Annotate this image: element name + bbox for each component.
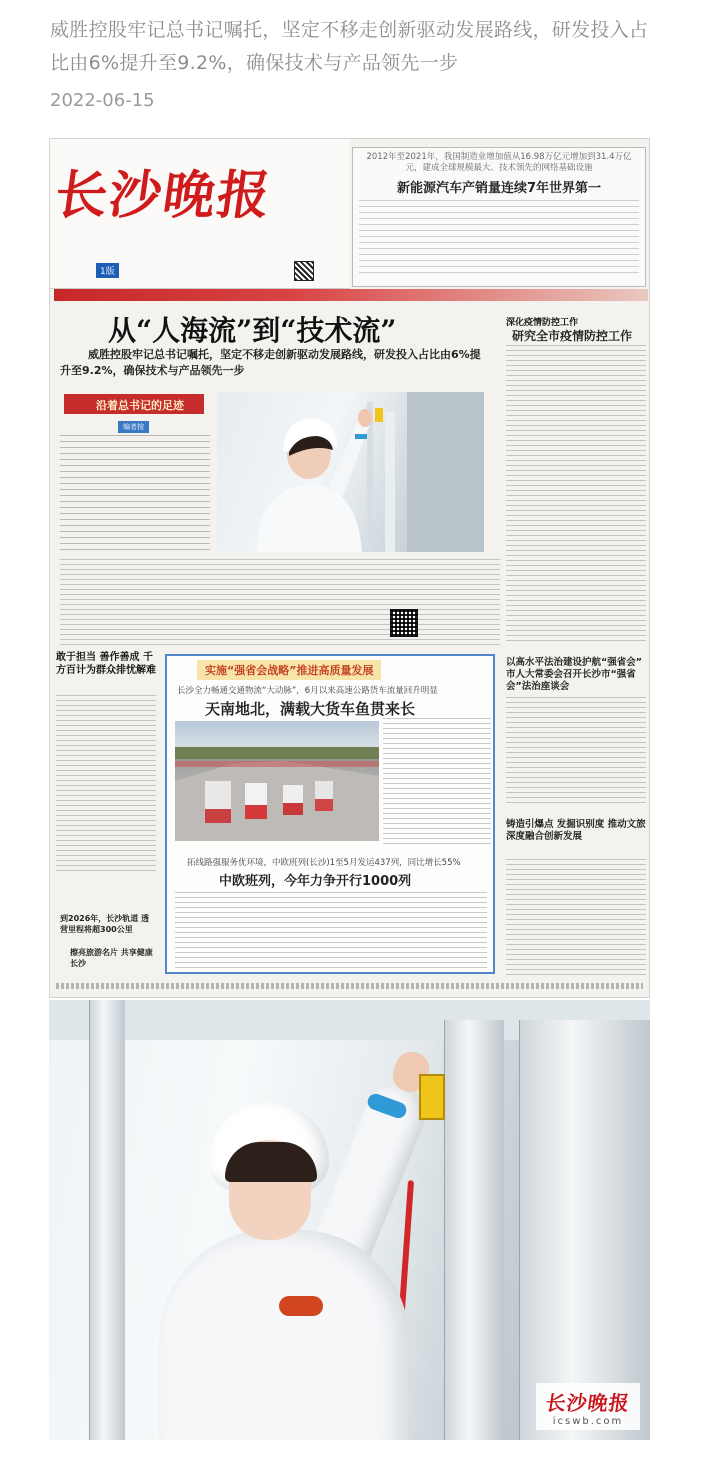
left-small-headline-1: 到2026年，长沙轨道 透营里程将超300公里	[60, 914, 150, 934]
right-column-headline: 研究全市疫情防控工作	[512, 329, 633, 343]
qr-code-icon	[390, 609, 418, 637]
watermark-logo-text: 长沙晚报	[544, 1391, 632, 1415]
intro-text	[60, 435, 210, 555]
badge-icon	[279, 1296, 323, 1316]
practice-column-text	[383, 718, 491, 844]
section-banner	[54, 289, 648, 301]
yellow-switch	[419, 1074, 445, 1120]
main-story-body	[60, 559, 500, 649]
newspaper-image[interactable]	[49, 138, 650, 998]
worker-illustration	[217, 392, 484, 552]
factory-photo-thumb	[217, 392, 484, 552]
practice-subhead-1: 长沙全力畅通交通物流“大动脉”，6月以来高速公路货车流量回升明显	[177, 686, 438, 696]
practice-banner: 实施“强省会战略”推进高质量发展	[197, 660, 381, 680]
editor-note-tag: 编者按	[118, 421, 149, 433]
left-block-body	[56, 695, 156, 875]
top-story-body	[359, 200, 639, 278]
page-footer	[56, 983, 643, 989]
watermark-url: icswb.com	[552, 1416, 624, 1427]
worker-body	[159, 1230, 409, 1440]
qr-code-icon	[294, 261, 314, 281]
equipment-rack	[444, 1020, 504, 1440]
right-column-kicker: 深化疫情防控工作	[506, 318, 579, 328]
right-block-2-body	[506, 697, 646, 807]
masthead	[50, 139, 350, 289]
main-deck: 威胜控股牢记总书记嘱托，坚定不移走创新驱动发展路线，研发投入占比由6%提升至9.2%，确保技术与产品领先一步	[60, 348, 481, 377]
practice-headline-1: 天南地北，满载大货车鱼贯来长	[205, 700, 416, 718]
right-block-3-headline: 铸造引爆点 发掘识别度 推动文旅深度融合创新发展	[506, 819, 646, 842]
top-story-headline: 新能源汽车产销量连续7年世界第一	[396, 181, 602, 196]
top-story	[352, 147, 646, 287]
post-date: 2022-06-15	[50, 90, 155, 111]
practice-subhead-2: 拓线路强服务优环境，中欧班列(长沙)1至5月发运437列，同比增长55%	[187, 858, 461, 868]
column-tag: 沿着总书记的足迹	[64, 394, 204, 414]
post-title: 威胜控股牢记总书记嘱托，坚定不移走创新驱动发展路线，研发投入占比由6%提升至9.2%，确保技术与产品领先一步	[50, 19, 649, 74]
practice-headline-2: 中欧班列，今年力争开行1000列	[219, 874, 412, 889]
main-headline: 从“人海流”到“技术流”	[108, 314, 397, 347]
practice-body-text	[175, 892, 487, 970]
factory-photo[interactable]	[49, 1000, 650, 1440]
left-block-headline: 敢于担当 善作善成 千方百计为群众排忧解难	[56, 652, 156, 676]
top-story-subhead: 2012年至2021年，我国制造业增加值从16.98万亿元增加到31.4万亿元，建成全球规模最大、技术领先的网络基础设施	[366, 152, 632, 173]
truck-illustration	[175, 721, 379, 841]
equipment-rack	[89, 1000, 125, 1440]
masthead-logo: 长沙晚报	[51, 165, 276, 226]
right-block-2-headline: 以高水平法治建设护航“强省会” 市人大常委会召开长沙市“强省会”法治座谈会	[506, 657, 642, 692]
right-block-3-body	[506, 859, 646, 979]
equipment-rack	[519, 1020, 650, 1440]
left-small-headline-2: 擦亮旅游名片 共享健康长沙	[70, 948, 153, 968]
truck-photo	[175, 721, 379, 841]
practice-feature-box	[165, 654, 495, 974]
watermark-logo	[536, 1383, 640, 1430]
page-number-badge: 1版	[96, 263, 119, 278]
right-column-body	[506, 345, 646, 645]
